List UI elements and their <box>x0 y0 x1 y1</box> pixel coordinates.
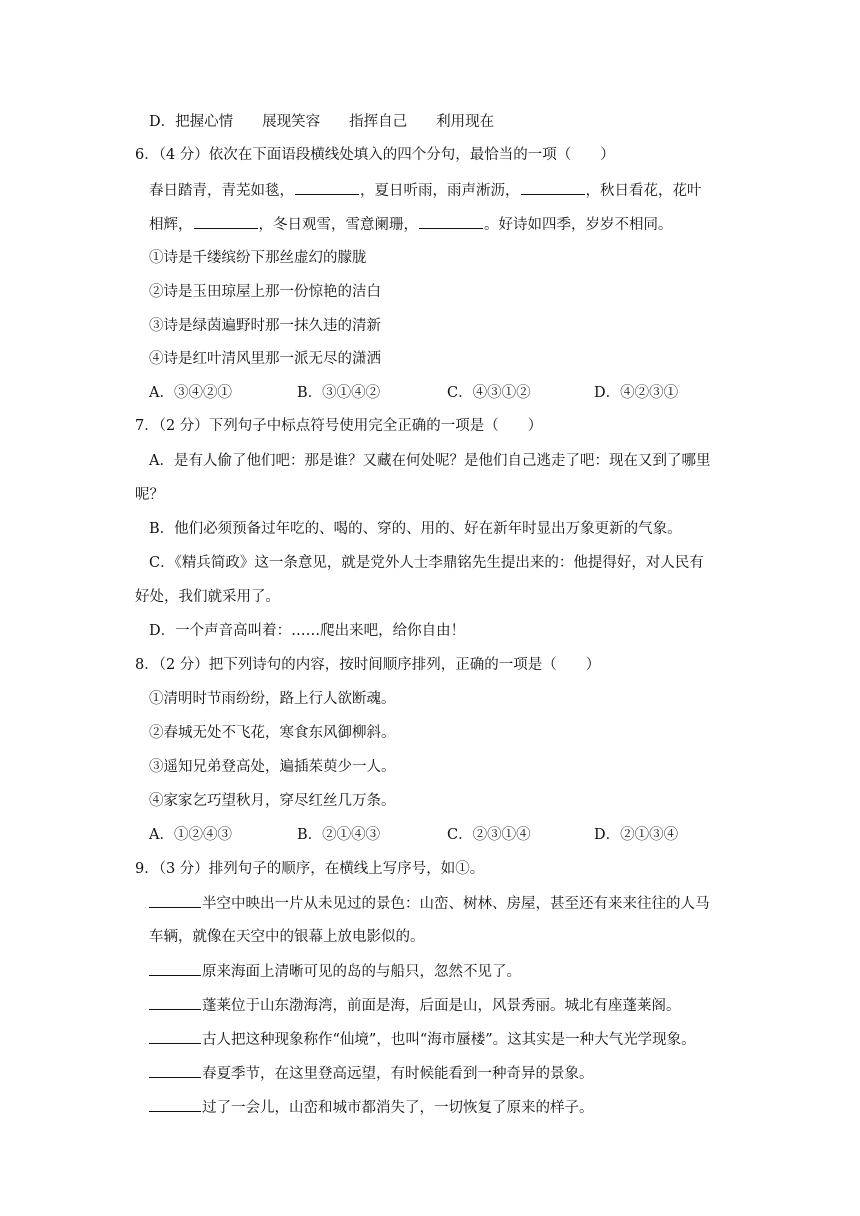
q8-item: ④家家乞巧望秋月，穿尽红丝几万条。 <box>149 793 396 809</box>
q6-text: 春日踏青，青芜如毯， <box>149 183 294 199</box>
q7-option-c-cont: 好处，我们就采用了。 <box>135 589 280 605</box>
answer-blank[interactable] <box>194 214 258 229</box>
q8-stem: 8．（2 分）把下列诗句的内容，按时间顺序排列，正确的一项是（ ） <box>135 657 601 673</box>
order-blank[interactable] <box>149 1063 201 1078</box>
q7-option-b[interactable]: B．他们必须预备过年吃的、喝的、穿的、用的、好在新年时显出万象更新的气象。 <box>149 521 682 537</box>
q9-stem: 9．（3 分）排列句子的顺序，在横线上写序号，如①。 <box>135 861 485 877</box>
answer-blank[interactable] <box>521 180 585 195</box>
q7-option-a-cont: 呢？ <box>135 487 164 503</box>
q8-item: ①清明时节雨纷纷，路上行人欲断魂。 <box>149 691 396 707</box>
q9-sentence-3 <box>149 995 681 1016</box>
order-blank[interactable] <box>149 1029 201 1044</box>
q8-option-b[interactable]: B．②①④③ <box>297 827 381 843</box>
q9-sentence-4 <box>149 1029 696 1050</box>
q9-text: 过了一会儿，山峦和城市都消失了，一切恢复了原来的样子。 <box>202 1100 594 1116</box>
q9-text: 半空中映出一片从未见过的景色：山峦、树林、房屋，甚至还有来来往往的人马 <box>202 896 710 912</box>
q7-option-c[interactable]: C．《精兵简政》这一条意见，就是党外人士李鼎铭先生提出来的：他提得好，对人民有 <box>149 555 704 571</box>
answer-blank[interactable] <box>419 214 483 229</box>
q9-sentence-1 <box>149 893 710 914</box>
q6-item: ④诗是红叶清风里那一派无尽的潇洒 <box>149 351 381 367</box>
q6-option-a[interactable]: A．③④②① <box>149 385 232 401</box>
q9-text: 蓬莱位于山东渤海湾，前面是海，后面是山，风景秀丽。城北有座蓬莱阁。 <box>202 998 681 1014</box>
q6-text: ，冬日观雪，雪意阑珊， <box>258 217 418 233</box>
q6-option-c[interactable]: C．④③①② <box>447 385 531 401</box>
order-blank[interactable] <box>149 1097 201 1112</box>
order-blank[interactable] <box>149 995 201 1010</box>
q7-option-a[interactable]: A．是有人偷了他们吧：那是谁？又藏在何处呢？是他们自己逃走了吧：现在又到了哪里 <box>149 453 711 469</box>
q9-sentence-5 <box>149 1063 594 1084</box>
q6-option-d[interactable]: D．④②③① <box>594 385 679 401</box>
q8-option-a[interactable]: A．①②④③ <box>149 827 232 843</box>
q7-stem: 7．（2 分）下列句子中标点符号使用完全正确的一项是（ ） <box>135 418 543 434</box>
q6-stem: 6．（4 分）依次在下面语段横线处填入的四个分句，最恰当的一项（ ） <box>135 147 615 163</box>
q9-sentence-1-cont: 车辆，就像在天空中的银幕上放电影似的。 <box>149 929 425 945</box>
q9-sentence-2 <box>149 961 521 982</box>
q6-text: 相辉， <box>149 217 193 233</box>
q6-option-b[interactable]: B．③①④② <box>297 385 381 401</box>
q9-text: 古人把这种现象称作“仙境”，也叫“海市蜃楼”。这其实是一种大气光学现象。 <box>202 1032 696 1048</box>
q8-item: ②春城无处不飞花，寒食东风御柳斜。 <box>149 725 396 741</box>
order-blank[interactable] <box>149 893 201 908</box>
q8-item: ③遥知兄弟登高处，遍插茱萸少一人。 <box>149 759 396 775</box>
q6-item: ①诗是千缕缤纷下那丝虚幻的朦胧 <box>149 250 367 266</box>
q8-option-d[interactable]: D．②①③④ <box>594 827 679 843</box>
q8-option-c[interactable]: C．②③①④ <box>447 827 531 843</box>
q6-text: ，夏日听雨，雨声淅沥， <box>360 183 520 199</box>
q7-option-d[interactable]: D．一个声音高叫着：……爬出来吧，给你自由！ <box>149 623 466 639</box>
q6-paragraph-line2 <box>149 214 673 235</box>
q5-option-d: D．把握心情 展现笑容 指挥自己 利用现在 <box>149 114 495 130</box>
q6-text: 。好诗如四季，岁岁不相同。 <box>484 217 673 233</box>
q9-sentence-6 <box>149 1097 594 1118</box>
q9-text: 春夏季节，在这里登高远望，有时候能看到一种奇异的景象。 <box>202 1066 594 1082</box>
answer-blank[interactable] <box>295 180 359 195</box>
q6-item: ③诗是绿茵遍野时那一抹久违的清新 <box>149 318 381 334</box>
order-blank[interactable] <box>149 961 201 976</box>
q6-item: ②诗是玉田琼屋上那一份惊艳的洁白 <box>149 284 381 300</box>
q6-text: ，秋日看花，花叶 <box>585 183 702 199</box>
q6-paragraph-line1 <box>149 180 702 201</box>
q9-text: 原来海面上清晰可见的岛的与船只，忽然不见了。 <box>202 964 521 980</box>
